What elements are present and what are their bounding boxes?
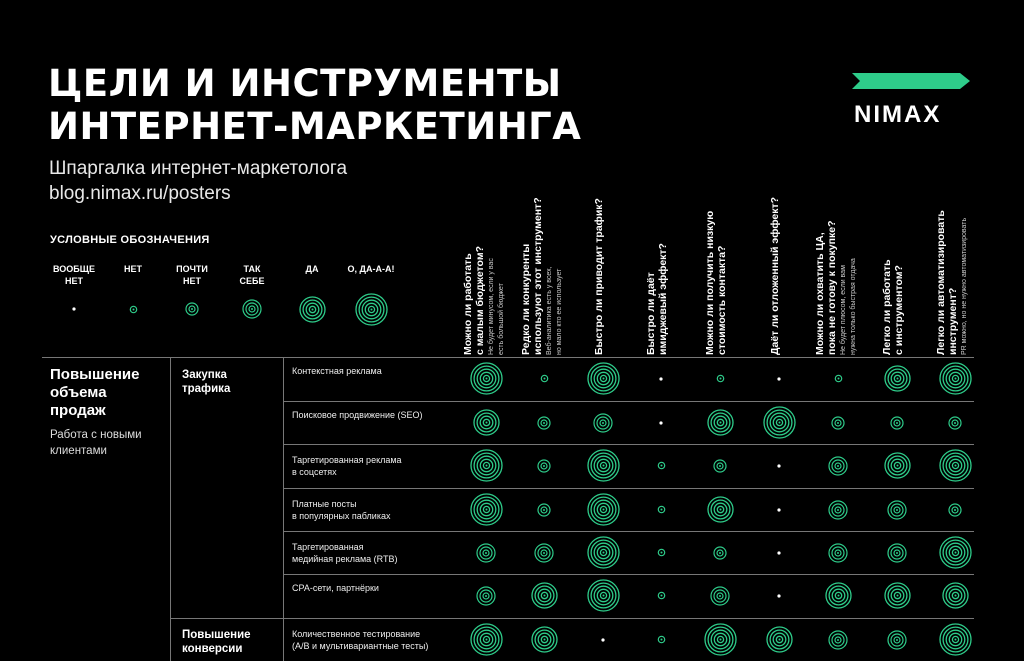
- rating-level-5-icon: [586, 448, 621, 483]
- rating-level-3-icon: [886, 542, 908, 564]
- page-subtitle: [49, 156, 347, 206]
- column-question-line: используют этот инструмент?: [532, 197, 544, 355]
- section-subtitle: [50, 427, 142, 459]
- legend-level-5-icon: [354, 292, 389, 327]
- legend-label-line: ДА: [305, 264, 319, 274]
- rating-level-3-icon: [475, 585, 497, 607]
- column-header: [769, 175, 781, 355]
- tool-row-label-line: медийная реклама (RTB): [292, 553, 398, 564]
- tool-row-label-line: Контекстная реклама: [292, 365, 382, 376]
- column-header: [704, 175, 728, 355]
- rating-level-3-icon: [827, 499, 849, 521]
- row-divider: [283, 531, 974, 532]
- legend-label: [222, 263, 282, 287]
- column-question-line: Даёт ли отложенный эффект?: [769, 196, 781, 355]
- rating-level-2-icon: [536, 502, 552, 518]
- rating-level-0-icon: [775, 375, 783, 383]
- legend-label-line: ВООБЩЕ: [53, 264, 95, 274]
- tool-row-label[interactable]: [292, 628, 428, 652]
- legend-label: [162, 263, 222, 287]
- column-note-line: нужна только быстрая отдача: [850, 258, 857, 355]
- column-question-line: Легко ли работать: [881, 259, 893, 355]
- legend-title: УСЛОВНЫЕ ОБОЗНАЧЕНИЯ: [50, 234, 210, 246]
- column-divider: [170, 357, 171, 661]
- column-question-line: Можно ли работать: [462, 253, 474, 355]
- column-question-line: инструмент?: [947, 287, 959, 355]
- rating-level-1-icon: [656, 547, 667, 558]
- legend-level-3-icon: [241, 298, 263, 320]
- rating-level-4-icon: [530, 625, 559, 654]
- legend-label-line: ТАК: [243, 264, 261, 274]
- rating-level-5-icon: [469, 492, 504, 527]
- group-label-line: Закупка: [182, 369, 227, 381]
- tool-row-label[interactable]: [292, 454, 402, 478]
- logo-arrow-icon: [852, 70, 976, 92]
- row-divider: [283, 444, 974, 445]
- legend-label: [341, 263, 401, 275]
- rating-level-0-icon: [775, 592, 783, 600]
- rating-level-1-icon: [656, 504, 667, 515]
- subtitle-line: Шпаргалка интернет-маркетолога: [49, 158, 348, 179]
- rating-level-0-icon: [775, 506, 783, 514]
- legend-label-line: НЕТ: [124, 264, 142, 274]
- rating-level-5-icon: [586, 492, 621, 527]
- legend-label: [282, 263, 342, 275]
- blog-link[interactable]: blog.nimax.ru/posters: [49, 183, 231, 204]
- rating-level-1-icon: [715, 373, 726, 384]
- rating-level-5-icon: [586, 361, 621, 396]
- title-line: ЦЕЛИ И ИНСТРУМЕНТЫ: [48, 62, 562, 105]
- rating-level-4-icon: [824, 581, 853, 610]
- rating-level-5-icon: [469, 622, 504, 657]
- rating-level-5-icon: [469, 361, 504, 396]
- rating-level-5-icon: [938, 535, 973, 570]
- rating-level-1-icon: [833, 373, 844, 384]
- rating-level-5-icon: [762, 405, 797, 440]
- row-divider: [170, 618, 974, 619]
- rating-level-2-icon: [536, 415, 552, 431]
- rating-level-4-icon: [706, 495, 735, 524]
- tool-row-label-line: Платные посты: [292, 498, 357, 509]
- row-divider: [283, 488, 974, 489]
- section-title: [50, 366, 139, 420]
- rating-level-5-icon: [938, 622, 973, 657]
- tool-row-label-line: CPA-сети, партнёрки: [292, 582, 379, 593]
- column-question-line: Легко ли автоматизировать: [935, 210, 947, 355]
- rating-level-4-icon: [883, 451, 912, 480]
- group-label-line: конверсии: [182, 643, 243, 655]
- nimax-logo: [852, 70, 976, 128]
- rating-level-1-icon: [539, 373, 550, 384]
- rating-level-4-icon: [765, 625, 794, 654]
- column-header: [881, 175, 905, 355]
- group-label-line: трафика: [182, 383, 231, 395]
- section-title-line: продаж: [50, 402, 106, 419]
- legend-label: [103, 263, 163, 275]
- tool-row-label-line: в соцсетях: [292, 466, 337, 477]
- rating-level-4-icon: [706, 408, 735, 437]
- tool-row-label[interactable]: [292, 409, 423, 421]
- rating-level-2-icon: [947, 502, 963, 518]
- rating-level-1-icon: [656, 634, 667, 645]
- column-note-line: Не будет плюсом, если вам: [840, 265, 847, 355]
- rating-level-2-icon: [712, 545, 728, 561]
- column-note-line: PR можно, но не нужно автоматизировать: [961, 217, 968, 355]
- column-divider: [283, 357, 284, 661]
- tool-row-label-line: (A/B и мультивариантные тесты): [292, 640, 429, 651]
- column-question-line: Можно ли получить низкую: [704, 210, 716, 355]
- rating-level-2-icon: [536, 458, 552, 474]
- rating-level-3-icon: [533, 542, 555, 564]
- rating-level-0-icon: [657, 375, 665, 383]
- row-divider: [42, 357, 974, 358]
- legend-label-line: НЕТ: [65, 276, 83, 286]
- tool-row-label-line: Таргетированная реклама: [292, 454, 402, 465]
- column-header: [935, 175, 969, 355]
- column-question-line: Редко ли конкуренты: [520, 243, 532, 355]
- tool-row-label-line: в популярных пабликах: [292, 510, 391, 521]
- rating-level-1-icon: [656, 460, 667, 471]
- rating-level-3-icon: [709, 585, 731, 607]
- legend-level-2-icon: [184, 301, 200, 317]
- legend-level-0-icon: [70, 305, 78, 313]
- logo-wordmark: NIMAX: [854, 101, 942, 128]
- rating-level-5-icon: [469, 448, 504, 483]
- rating-level-4-icon: [883, 581, 912, 610]
- column-question-line: Можно ли охватить ЦА,: [814, 232, 826, 355]
- legend-label-line: СЕБЕ: [239, 276, 265, 286]
- legend-level-4-icon: [298, 295, 327, 324]
- tool-row-label[interactable]: [292, 365, 382, 377]
- rating-level-5-icon: [703, 622, 738, 657]
- column-header: [462, 175, 506, 355]
- column-note-line: но мало кто ее использует: [556, 268, 563, 355]
- column-header: [520, 175, 564, 355]
- rating-level-0-icon: [657, 419, 665, 427]
- rating-level-2-icon: [712, 458, 728, 474]
- rating-level-0-icon: [775, 549, 783, 557]
- column-header: [645, 175, 669, 355]
- section-subtitle-line: клиентами: [50, 445, 107, 457]
- rating-level-0-icon: [775, 462, 783, 470]
- title-line: ИНТЕРНЕТ-МАРКЕТИНГА: [48, 105, 582, 148]
- rating-level-4-icon: [941, 581, 970, 610]
- section-subtitle-line: Работа с новыми: [50, 429, 142, 441]
- rating-level-4-icon: [883, 364, 912, 393]
- column-question-line: с малым бюджетом?: [474, 246, 486, 355]
- rating-level-3-icon: [886, 499, 908, 521]
- column-note-line: Не будет минусом, если у вас: [488, 258, 495, 355]
- column-question-line: имиджевый эффект?: [657, 243, 669, 355]
- legend-label-line: О, ДА-А-А!: [347, 264, 395, 274]
- column-header: [593, 175, 605, 355]
- legend-label-line: ПОЧТИ: [176, 264, 208, 274]
- rating-level-5-icon: [938, 448, 973, 483]
- rating-level-3-icon: [475, 542, 497, 564]
- rating-level-3-icon: [592, 412, 614, 434]
- rating-level-1-icon: [656, 590, 667, 601]
- section-title-line: Повышение: [50, 366, 140, 383]
- group-label: [182, 368, 230, 396]
- column-question-line: стоимость контакта?: [716, 245, 728, 355]
- group-label: [182, 628, 251, 656]
- rating-level-3-icon: [827, 542, 849, 564]
- row-divider: [283, 574, 974, 575]
- legend-label-line: НЕТ: [183, 276, 201, 286]
- column-question-line: пока не готову к покупке?: [826, 220, 838, 355]
- column-header: [814, 175, 858, 355]
- rating-level-2-icon: [889, 415, 905, 431]
- tool-row-label-line: Таргетированная: [292, 541, 364, 552]
- tool-row-label[interactable]: [292, 541, 397, 565]
- rating-level-5-icon: [586, 535, 621, 570]
- section-title-line: объема: [50, 384, 107, 401]
- tool-row-label[interactable]: [292, 582, 379, 594]
- rating-level-2-icon: [830, 415, 846, 431]
- column-question-line: с инструментом?: [893, 265, 905, 355]
- group-label-line: Повышение: [182, 629, 251, 641]
- rating-level-2-icon: [947, 415, 963, 431]
- column-note-line: есть большой бюджет: [498, 283, 505, 355]
- rating-level-3-icon: [886, 629, 908, 651]
- rating-level-3-icon: [827, 629, 849, 651]
- rating-level-0-icon: [599, 636, 607, 644]
- tool-row-label-line: Поисковое продвижение (SEO): [292, 409, 423, 420]
- column-note-line: Веб-аналитика есть у всех,: [546, 266, 553, 355]
- rating-level-3-icon: [827, 455, 849, 477]
- tool-row-label-line: Количественное тестирование: [292, 628, 421, 639]
- row-divider: [283, 401, 974, 402]
- tool-row-label[interactable]: [292, 498, 390, 522]
- column-question-line: Быстро ли даёт: [645, 272, 657, 355]
- rating-level-4-icon: [472, 408, 501, 437]
- column-question-line: Быстро ли приводит трафик?: [593, 198, 605, 355]
- rating-level-4-icon: [530, 581, 559, 610]
- page-title: [48, 62, 581, 148]
- rating-level-5-icon: [586, 578, 621, 613]
- legend-level-1-icon: [128, 304, 139, 315]
- legend-label: [44, 263, 104, 287]
- rating-level-5-icon: [938, 361, 973, 396]
